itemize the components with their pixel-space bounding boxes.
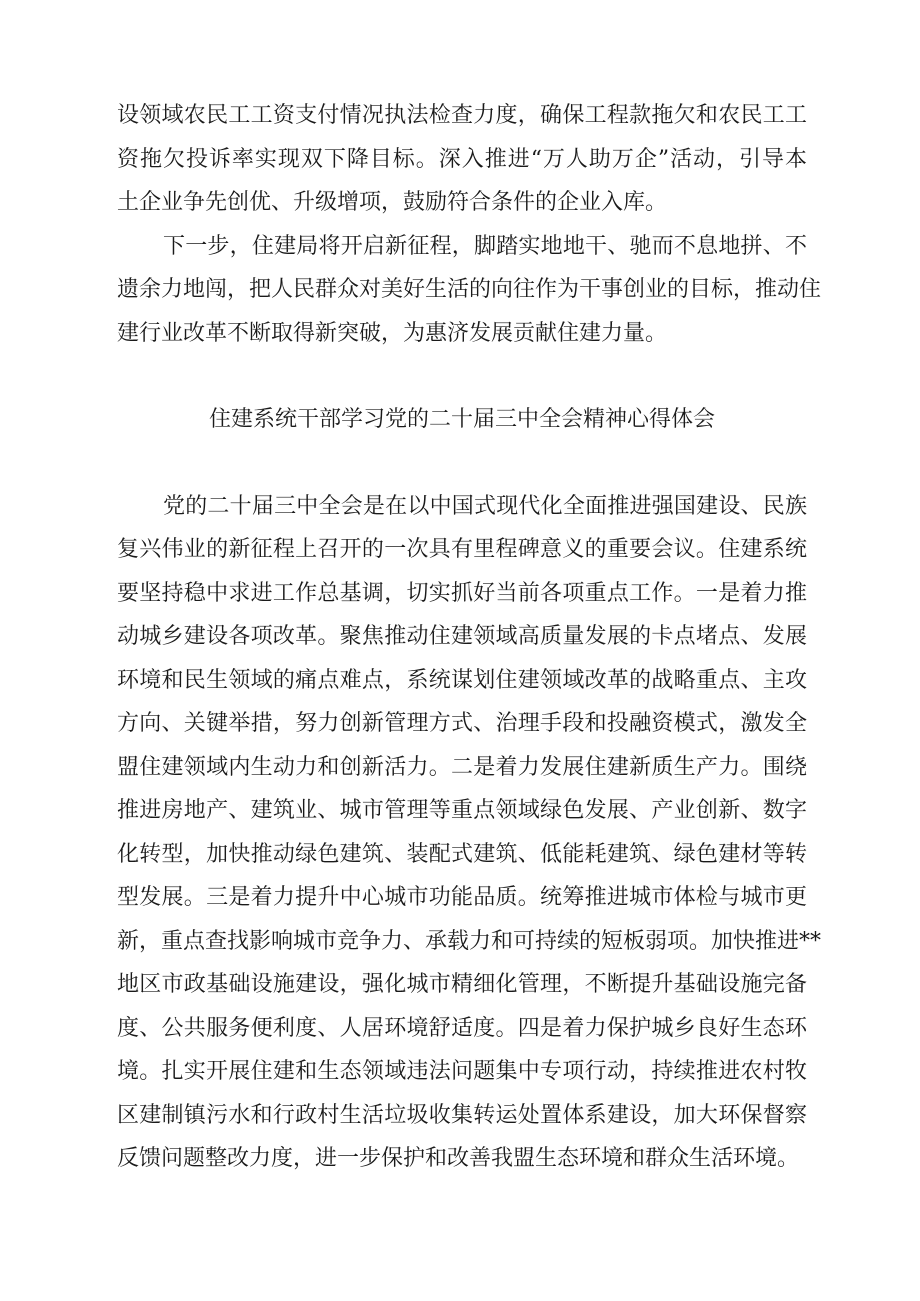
text-line: 方向、关键举措，努力创新管理方式、治理手段和投融资模式，激发全: [117, 711, 807, 736]
text-line: 遗余力地闯，把人民群众对美好生活的向往作为干事创业的目标，推动住: [117, 277, 822, 302]
text-line: 度、公共服务便利度、人居环境舒适度。四是着力保护城乡良好生态环: [117, 1015, 807, 1041]
text-line: 土企业争先创优、升级增项，鼓励符合条件的企业入库。: [117, 190, 668, 215]
paragraph-continuation: [117, 94, 807, 225]
text-line: 区建制镇污水和行政村生活垃圾收集转运处置体系建设，加大环保督察: [117, 1102, 807, 1128]
text-line: 要坚持稳中求进工作总基调，切实抓好当前各项重点工作。一是着力推: [117, 580, 807, 606]
article-body: [117, 485, 822, 1181]
text-line: 建行业改革不断取得新突破，为惠济发展贡献住建力量。: [117, 320, 668, 346]
text-line: 境。扎实开展住建和生态领域违法问题集中专项行动，持续推进农村牧: [117, 1059, 807, 1084]
text-line: 型发展。三是着力提升中心城市功能品质。统筹推进城市体检与城市更: [117, 885, 807, 910]
text-line: 资拖欠投诉率实现双下降目标。深入推进“万人助万企”活动，引导本: [117, 146, 807, 172]
text-line: 地区市政基础设施建设，强化城市精细化管理，不断提升基础设施完备: [117, 972, 807, 997]
article-title: 住建系统干部学习党的二十届三中全会精神心得体会: [208, 407, 715, 432]
text-line: 下一步，住建局将开启新征程，脚踏实地地干、驰而不息地拼、不: [163, 233, 807, 259]
paragraph-next-step: [117, 225, 822, 356]
text-line: 化转型，加快推动绿色建筑、装配式建筑、低能耗建筑、绿色建材等转: [117, 841, 807, 867]
text-line: 复兴伟业的新征程上召开的一次具有里程碑意义的重要会议。住建系统: [117, 537, 807, 562]
text-line: 动城乡建设各项改革。聚焦推动住建领域高质量发展的卡点堵点、发展: [117, 624, 807, 649]
text-line: 推进房地产、建筑业、城市管理等重点领域绿色发展、产业创新、数字: [117, 798, 807, 823]
text-line: 反馈问题整改力度，进一步保护和改善我盟生态环境和群众生活环境。: [117, 1146, 800, 1171]
text-line: 党的二十届三中全会是在以中国式现代化全面推进强国建设、民族: [163, 493, 807, 519]
text-line: 新，重点查找影响城市竞争力、承载力和可持续的短板弱项。加快推进**: [117, 928, 822, 954]
text-line: 设领域农民工工资支付情况执法检查力度，确保工程款拖欠和农民工工: [117, 103, 807, 128]
text-line: 环境和民生领域的痛点难点，系统谋划住建领域改革的战略重点、主攻: [117, 667, 807, 693]
text-line: 盟住建领域内生动力和创新活力。二是着力发展住建新质生产力。围绕: [117, 754, 807, 780]
document-page: [117, 94, 822, 1181]
